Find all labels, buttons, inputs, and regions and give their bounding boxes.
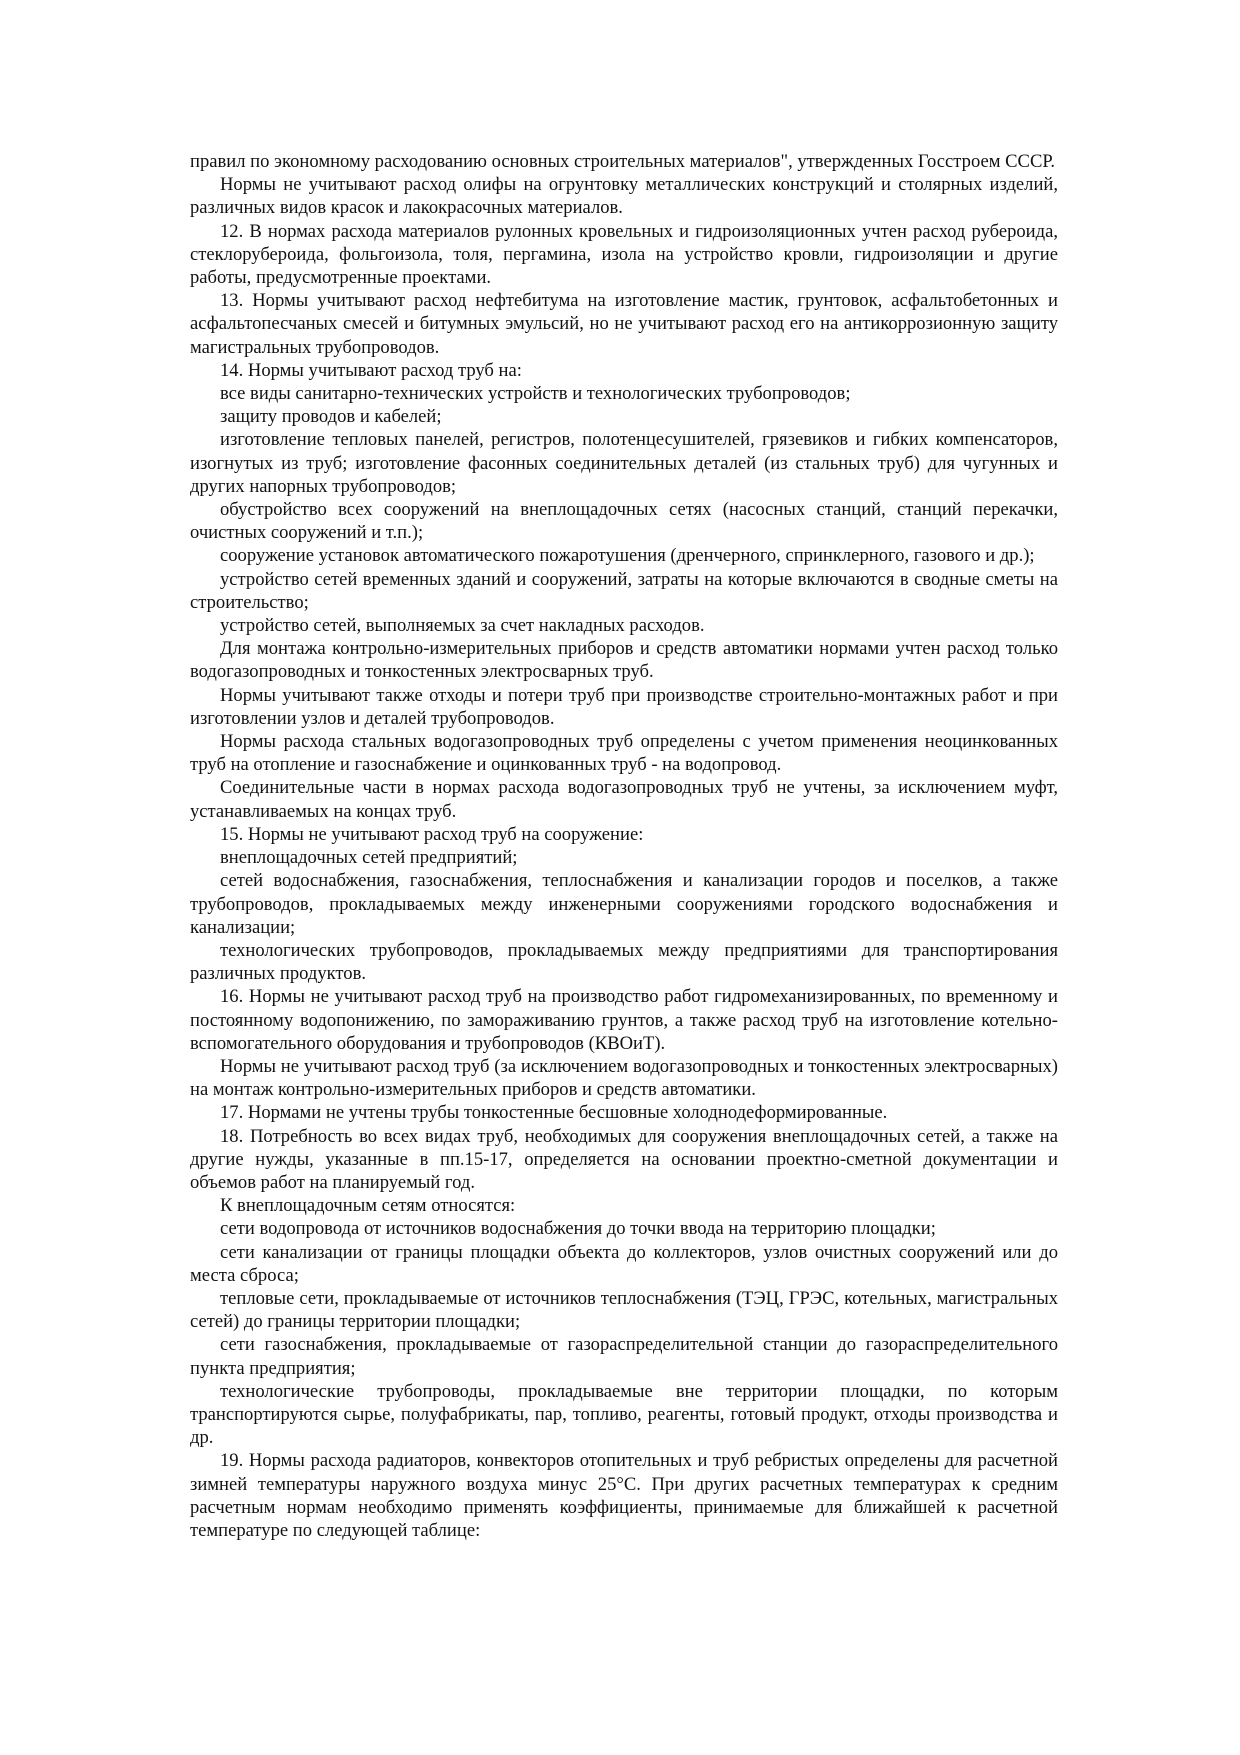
list-item: сети водопровода от источников водоснабжения до точки ввода на территорию площадки;: [220, 1218, 936, 1240]
list-item: сети канализации от границы площадки объекта до коллекторов, узлов очистных сооружений или до места сброса;: [190, 1241, 1058, 1286]
list-item: технологических трубопроводов, прокладываемых между предприятиями для транспортирования различных продуктов.: [190, 939, 1058, 985]
paragraph-external-networks-intro: К внеплощадочным сетям относятся:: [220, 1195, 516, 1217]
paragraph-item-17: 17. Нормами не учтены трубы тонкостенные бесшовные холоднодеформированные.: [220, 1102, 888, 1124]
list-item: внеплощадочных сетей предприятий;: [220, 847, 518, 869]
paragraph-item-15: 15. Нормы не учитывают расход труб на сооружение:: [220, 823, 644, 845]
paragraph-item-12: 12. В нормах расхода материалов рулонных кровельных и гидроизоляционных учтен расход рубероида, стеклорубероида, фольгоизола, толя, пергамина, изола на устройство кровли, гидроизоляции и другие работы, предусмотренные проектами.: [190, 220, 1058, 289]
list-item: устройство сетей временных зданий и сооружений, затраты на которые включаются в сводные сметы на строительство;: [190, 568, 1058, 613]
paragraph-instruments-exclusion: Нормы не учитывают расход труб (за исключением водогазопроводных и тонкостенных электросварных) на монтаж контрольно-измерительных приборов и средств автоматики.: [190, 1055, 1058, 1101]
list-item: сооружение установок автоматического пожаротушения (дренчерного, спринклерного, газового и др.);: [220, 545, 1035, 567]
paragraph-drying-oil-note: Нормы не учитывают расход олифы на огрунтовку металлических конструкций и столярных изделий, различных видов красок и лакокрасочных материалов.: [190, 174, 1058, 219]
paragraph-instruments-note: Для монтажа контрольно-измерительных приборов и средств автоматики нормами учтен расход только водогазопроводных и тонкостенных электросварных труб.: [190, 638, 1058, 683]
list-item: изготовление тепловых панелей, регистров, полотенцесушителей, грязевиков и гибких компенсаторов, изогнутых из труб; изготовление фасонных соединительных деталей (из стальных труб) для чугунных и других напорных трубопроводов;: [190, 429, 1058, 497]
list-item: устройство сетей, выполняемых за счет накладных расходов.: [220, 615, 705, 637]
list-item: защиту проводов и кабелей;: [220, 406, 442, 428]
paragraph-fittings-note: Соединительные части в нормах расхода водогазопроводных труб не учтены, за исключением муфт, устанавливаемых на концах труб.: [190, 777, 1058, 822]
paragraph-item-16: 16. Нормы не учитывают расход труб на производство работ гидромеханизированных, по временному и постоянному водопонижению, по замораживанию грунтов, а также расход труб на изготовление котельно-вспомогательного оборудования и трубопроводов (КВОиТ).: [190, 986, 1058, 1054]
paragraph-item-19: 19. Нормы расхода радиаторов, конвекторов отопительных и труб ребристых определены для расчетной зимней температуры наружного воздуха минус 25°С. При других расчетных температурах к средним расчетным нормам необходимо применять коэффициенты, принимаемые для ближайшей к расчетной температуре по следующей таблице:: [190, 1450, 1058, 1541]
paragraph-item-14: 14. Нормы учитывают расход труб на:: [220, 359, 522, 381]
list-item: сетей водоснабжения, газоснабжения, теплоснабжения и канализации городов и поселков, а также трубопроводов, прокладываемых между инженерными сооружениями городского водоснабжения и канализации;: [190, 870, 1058, 938]
paragraph-continuation: правил по экономному расходованию основных строительных материалов", утвержденных Госстроем СССР.: [190, 151, 1056, 172]
paragraph-item-13: 13. Нормы учитывают расход нефтебитума на изготовление мастик, грунтовок, асфальтобетонных и асфальтопесчаных смесей и битумных эмульсий, но не учитывают расход его на антикоррозионную защиту магистральных трубопроводов.: [190, 290, 1058, 358]
list-item: все виды санитарно-технических устройств и технологических трубопроводов;: [220, 383, 851, 405]
list-item: тепловые сети, прокладываемые от источников теплоснабжения (ТЭЦ, ГРЭС, котельных, магистральных сетей) до границы территории площадки;: [190, 1287, 1058, 1333]
list-item: технологические трубопроводы, прокладываемые вне территории площадки, по которым транспортируются сырье, полуфабрикаты, пар, топливо, реагенты, готовый продукт, отходы производства и др.: [190, 1380, 1058, 1449]
list-item: обустройство всех сооружений на внеплощадочных сетях (насосных станций, станций перекачки, очистных сооружений и т.п.);: [190, 499, 1058, 544]
paragraph-waste-note: Нормы учитывают также отходы и потери труб при производстве строительно-монтажных работ и при изготовлении узлов и деталей трубопроводов.: [190, 684, 1058, 729]
list-item: сети газоснабжения, прокладываемые от газораспределительной станции до газораспределительного пункта предприятия;: [190, 1334, 1058, 1379]
document-page: [190, 150, 1058, 1542]
paragraph-steel-pipes-note: Нормы расхода стальных водогазопроводных труб определены с учетом применения неоцинкованных труб на отопление и газоснабжение и оцинкованных труб - на водопровод.: [190, 731, 1058, 776]
paragraph-item-18: 18. Потребность во всех видах труб, необходимых для сооружения внеплощадочных сетей, а также на другие нужды, указанные в пп.15-17, определяется на основании проектно-сметной документации и объемов работ на планируемый год.: [190, 1125, 1058, 1193]
